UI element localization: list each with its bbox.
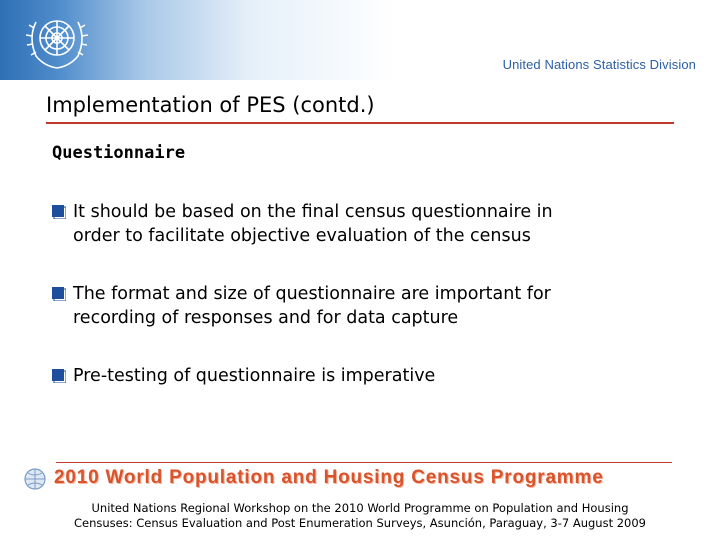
footer-line: United Nations Regional Workshop on the 2010 World Programme on Population and Housing (91, 501, 629, 515)
footer-caption (0, 501, 720, 530)
bullet-item (52, 200, 672, 248)
globe-icon (22, 467, 48, 491)
banner-text: 2010 World Population and Housing Census Programme (54, 467, 604, 488)
un-emblem-icon (22, 8, 92, 72)
bullet-text: The format and size of questionnaire are important for (73, 284, 551, 304)
footer-line: Censuses: Census Evaluation and Post Enumeration Surveys, Asunción, Paraguay, 3-7 August 2009 (74, 515, 646, 530)
title-divider (46, 122, 674, 124)
organization-name: United Nations Statistics Division (502, 57, 696, 72)
checkbox-square-icon (52, 369, 66, 383)
bullet-list (52, 200, 672, 388)
bullet-text: recording of responses and for data capture (73, 308, 459, 328)
section-heading: Questionnaire (52, 143, 186, 163)
page-title: Implementation of PES (contd.) (46, 93, 375, 117)
checkbox-square-icon (52, 287, 66, 301)
bullet-text: Pre-testing of questionnaire is imperative (73, 366, 436, 386)
checkbox-square-icon (52, 205, 66, 219)
footer-divider (56, 462, 672, 463)
bullet-item (52, 364, 672, 388)
bullet-text: It should be based on the final census questionnaire in (73, 202, 553, 222)
census-programme-banner (22, 465, 698, 493)
bullet-item (52, 282, 672, 330)
bullet-text: order to facilitate objective evaluation of the census (73, 226, 531, 246)
